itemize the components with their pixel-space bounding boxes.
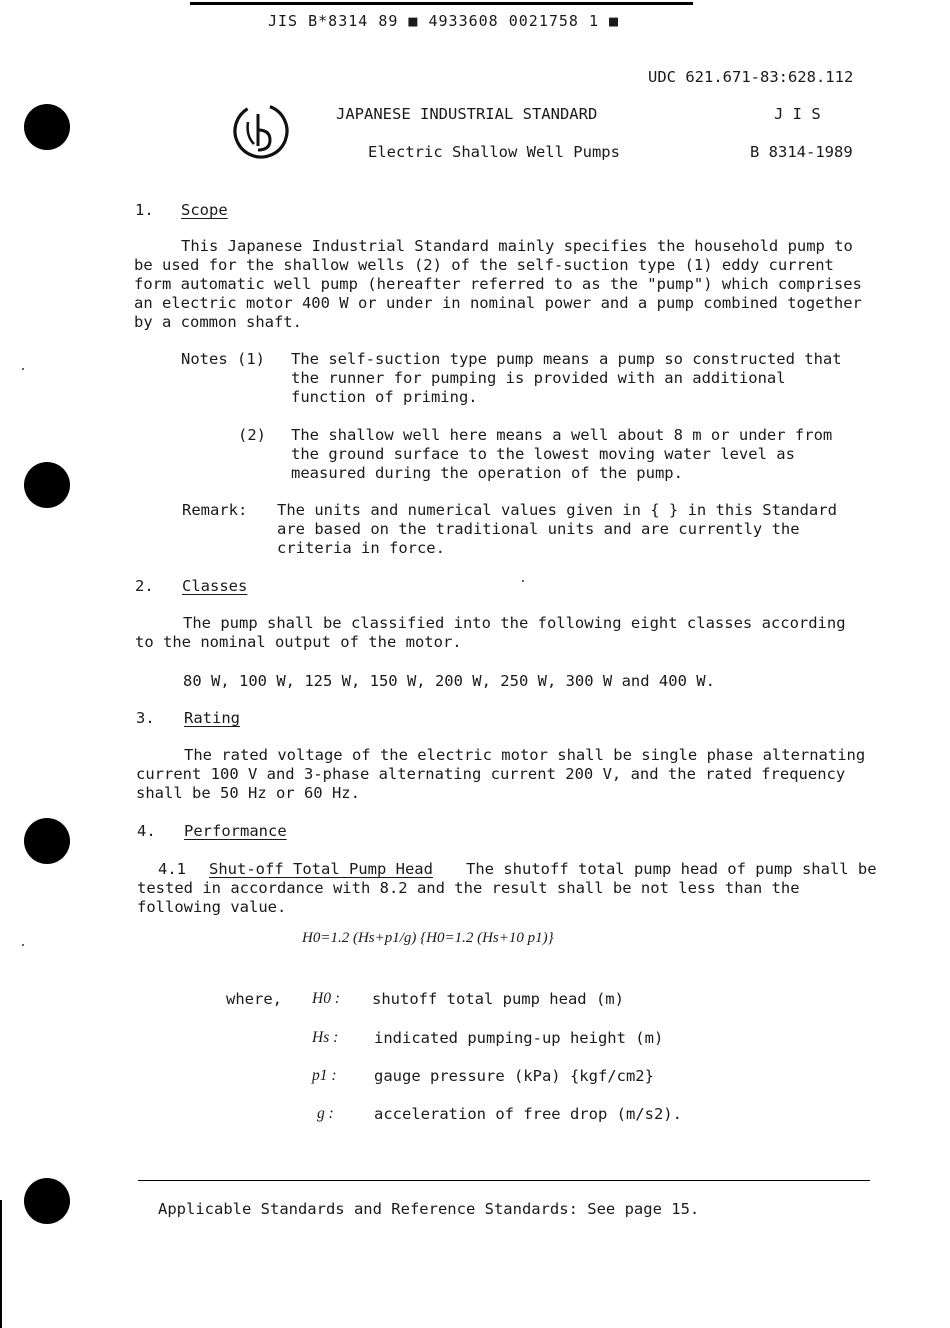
footer-reference: Applicable Standards and Reference Standards: See page 15. [158,1200,700,1218]
formula: H0=1.2 (Hs+p1/g) {H0=1.2 (Hs+10 p1)} [302,930,554,946]
subsection-title: Shut-off Total Pump Head [209,860,433,878]
notes-label: Notes (1) [181,350,265,368]
definition-symbol: H0 : [312,990,340,1007]
remark: The units and numerical values given in { } in this Standard are based on the traditional units and are currently the criteria in force. [277,501,837,557]
definition-text: indicated pumping-up height (m) [374,1029,664,1047]
where-label: where, [226,990,282,1008]
scan-speck [522,580,524,582]
definition-text: gauge pressure (kPa) {kgf/cm2} [374,1067,654,1085]
note-2: The shallow well here means a well about 8 m or under from the ground surface to the lowest moving water level as measured during the operation of the pump. [291,426,833,482]
definition-symbol: g : [317,1105,334,1122]
punch-hole [24,462,70,508]
section-3-body: The rated voltage of the electric motor shall be single phase alternating current 100 V and 3-phase alternating current 200 V, and the rated frequency shall be 50 Hz or 60 Hz. [136,746,866,802]
scan-top-rule [190,2,693,5]
scan-speck [22,944,24,946]
definition-symbol: p1 : [312,1067,337,1084]
section-1-body: This Japanese Industrial Standard mainly specifies the household pump to be used for the shallow wells (2) of the self-suction type (1) eddy current form automatic well pump (hereafter referred to as the "pump") which comprises an electric motor 400 W or under in nominal power and a pump combined together by a common shaft. [134,237,862,331]
footnote-rule [138,1180,870,1181]
section-2-title: Classes [182,577,248,595]
jis-logo [228,100,294,160]
udc-number: UDC 621.671-83:628.112 [648,68,854,86]
scan-code: JIS B*8314 89 ■ 4933608 0021758 1 ■ [268,12,620,30]
section-1-number: 1. [135,201,154,219]
definition-symbol: Hs : [312,1029,339,1046]
subsection-body-rest: tested in accordance with 8.2 and the result shall be not less than the following value. [137,879,800,916]
definition-text: acceleration of free drop (m/s2). [374,1105,682,1123]
scan-left-edge [0,1200,2,1328]
note-1: The self-suction type pump means a pump so constructed that the runner for pumping is provided with an additional function of priming. [291,350,842,406]
section-3-title: Rating [184,709,240,727]
section-2-number: 2. [135,577,154,595]
subsection-number: 4.1 [158,860,186,878]
punch-hole [24,104,70,150]
section-2-body: The pump shall be classified into the following eight classes according to the nominal output of the motor. [135,614,846,651]
section-1-title: Scope [181,201,228,219]
class-list: 80 W, 100 W, 125 W, 150 W, 200 W, 250 W, 300 W and 400 W. [183,672,715,690]
punch-hole [24,1178,70,1224]
punch-hole [24,818,70,864]
organization-title: JAPANESE INDUSTRIAL STANDARD [336,105,598,123]
subsection-body-first: The shutoff total pump head of pump shall be [466,860,877,878]
note-2-label: (2) [238,426,266,444]
section-4-title: Performance [184,822,287,840]
section-3-number: 3. [136,709,155,727]
jis-mark: J I S [774,105,821,123]
definition-text: shutoff total pump head (m) [372,990,624,1008]
section-4-number: 4. [137,822,156,840]
standard-number: B 8314-1989 [750,143,853,161]
scan-speck [22,368,24,370]
remark-label: Remark: [182,501,248,519]
standard-title: Electric Shallow Well Pumps [368,143,620,161]
